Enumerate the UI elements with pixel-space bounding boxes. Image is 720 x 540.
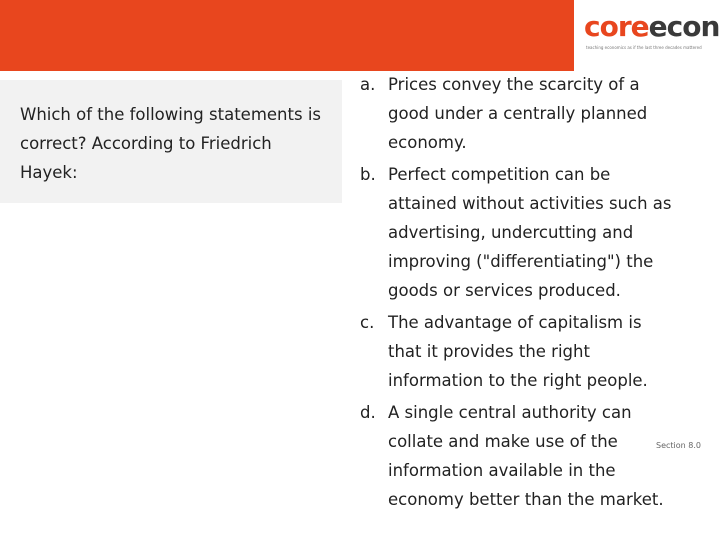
option-letter: c. xyxy=(360,313,375,332)
option-d[interactable] xyxy=(358,398,678,514)
option-b[interactable] xyxy=(358,160,678,305)
logo-wordmark-core: core xyxy=(584,10,649,43)
answer-options-list xyxy=(358,70,678,517)
logo-wordmark-econ: econ xyxy=(648,10,720,43)
option-text: Perfect competition can be attained without activities such as advertising, undercutting and improving ("differentiating") the goods or services produced. xyxy=(388,165,672,300)
question-text: Which of the following statements is correct? According to Friedrich Hayek: xyxy=(20,105,321,182)
option-letter: a. xyxy=(360,75,376,94)
option-letter: d. xyxy=(360,403,376,422)
logo-wordmark xyxy=(584,12,719,42)
logo-tagline: teaching economics as if the last three decades mattered xyxy=(586,45,702,50)
option-text: Prices convey the scarcity of a good under a centrally planned economy. xyxy=(388,75,648,152)
option-text: A single central authority can collate and make use of the information available in the economy better than the market. xyxy=(388,403,664,509)
section-label: Section 8.0 xyxy=(656,441,701,450)
option-letter: b. xyxy=(360,165,376,184)
option-c[interactable] xyxy=(358,308,678,395)
question-panel xyxy=(0,80,342,203)
core-econ-logo xyxy=(574,0,720,71)
option-text: The advantage of capitalism is that it provides the right information to the right people. xyxy=(388,313,648,390)
option-a[interactable] xyxy=(358,70,678,157)
